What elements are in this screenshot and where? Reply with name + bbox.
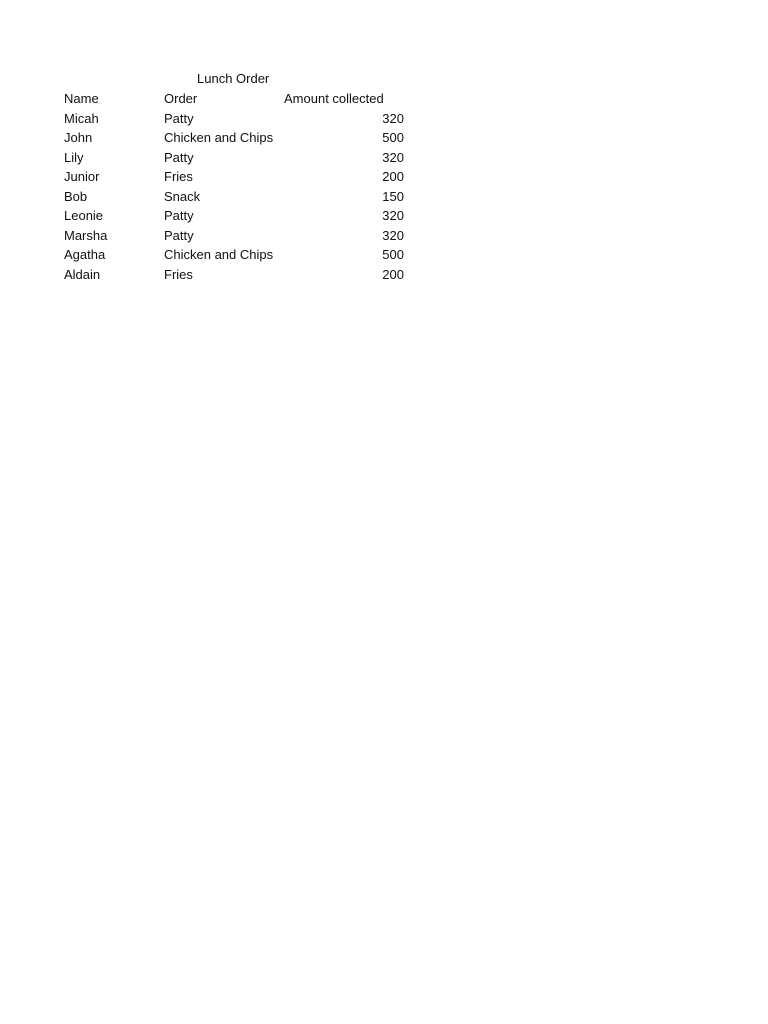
header-name: Name xyxy=(64,91,99,106)
table-row xyxy=(64,207,404,227)
cell-amount: 320 xyxy=(382,110,404,126)
cell-order: Fries xyxy=(164,266,193,282)
cell-name: Leonie xyxy=(64,208,104,223)
cell-amount: 500 xyxy=(382,247,404,262)
cell-order: Patty xyxy=(164,208,194,223)
sheet-title: Lunch Order xyxy=(197,71,270,86)
table-row xyxy=(64,168,404,188)
table-row xyxy=(64,110,404,130)
cell-name: Bob xyxy=(64,188,88,204)
table-row xyxy=(64,149,404,169)
cell-amount: 200 xyxy=(382,266,404,282)
cell-order: Patty xyxy=(164,110,194,126)
cell-order: Fries xyxy=(164,169,193,184)
cell-name: Lily xyxy=(64,149,84,165)
table-row xyxy=(64,129,404,149)
lunch-order-table xyxy=(64,90,404,285)
table-row xyxy=(64,246,404,266)
cell-amount: 320 xyxy=(382,227,404,243)
header-order: Order xyxy=(164,91,198,106)
cell-amount: 320 xyxy=(382,208,404,223)
cell-name: Agatha xyxy=(64,247,106,262)
header-row xyxy=(64,90,404,110)
cell-name: John xyxy=(64,130,93,145)
table-row xyxy=(64,227,404,247)
cell-amount: 500 xyxy=(382,130,404,145)
cell-order: Snack xyxy=(164,188,201,204)
cell-order: Patty xyxy=(164,227,194,243)
table-row xyxy=(64,266,404,286)
table-row xyxy=(64,188,404,208)
cell-order: Chicken and Chips xyxy=(164,130,274,145)
cell-order: Chicken and Chips xyxy=(164,247,274,262)
cell-amount: 320 xyxy=(382,149,404,165)
cell-name: Marsha xyxy=(64,227,108,243)
cell-amount: 150 xyxy=(382,188,404,204)
cell-name: Aldain xyxy=(64,266,101,282)
cell-order: Patty xyxy=(164,149,194,165)
cell-name: Micah xyxy=(64,110,99,126)
cell-name: Junior xyxy=(64,169,100,184)
header-amount-collected: Amount collected xyxy=(284,91,384,106)
cell-amount: 200 xyxy=(382,169,404,184)
